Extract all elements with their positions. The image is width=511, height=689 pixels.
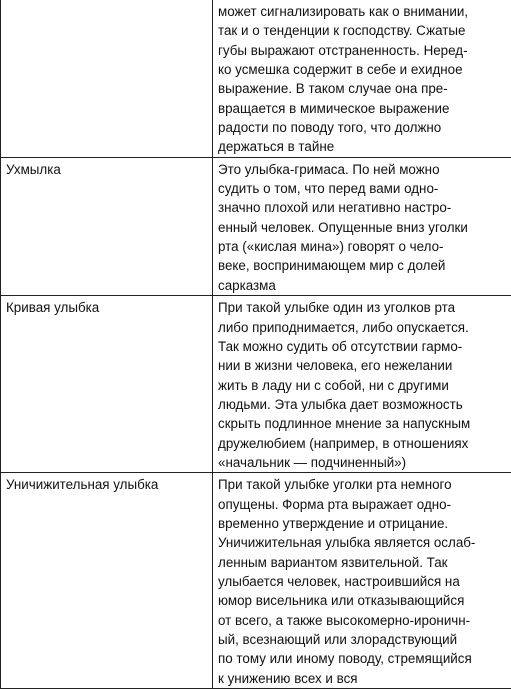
description-line: радости по поводу того, что должно — [218, 118, 507, 137]
description-line: держаться в тайне — [218, 137, 507, 156]
description-line: ленным вариантом язвительной. Так — [218, 553, 507, 572]
term-cell — [1, 296, 213, 473]
description-line: нии в жизни человека, его нежелании — [218, 356, 507, 375]
description-cell — [213, 473, 511, 689]
description-line: губы выражают отстраненность. Неред- — [218, 41, 507, 60]
term-label: Ухмылка — [6, 160, 208, 179]
term-label: Кривая улыбка — [6, 298, 208, 317]
description-line: улыбается человек, настроившийся на — [218, 572, 507, 591]
description-line: вращается в мимическое выражение — [218, 99, 507, 118]
description-line: При такой улыбке уголки рта немного — [218, 475, 507, 494]
description-line: значно плохой или негативно настро- — [218, 198, 507, 217]
description-line: енный человек. Опущенные вниз уголки — [218, 218, 507, 237]
description-line: дружелюбием (например, в отношениях — [218, 434, 507, 453]
description-line: Так можно судить об отсутствии гармо- — [218, 337, 507, 356]
description-line: Это улыбка-гримаса. По ней можно — [218, 160, 507, 179]
description-line: жить в ладу ни с собой, ни с другими — [218, 376, 507, 395]
term-label: Уничижительная улыбка — [6, 475, 208, 494]
term-cell — [1, 0, 213, 157]
description-line: юмор висельника или отказывающийся — [218, 591, 507, 610]
description-cell — [213, 296, 511, 473]
description-line: к унижению всех и вся — [218, 669, 507, 688]
description-line: либо приподнимается, либо опускается. — [218, 318, 507, 337]
description-line: опущены. Форма рта выражает одно- — [218, 495, 507, 514]
table-row — [1, 473, 511, 689]
description-line: от всего, а также высокомерно-ироничн- — [218, 611, 507, 630]
description-line: так и о тенденции к господству. Сжатые — [218, 21, 507, 40]
description-line: «начальник — подчиненный») — [218, 453, 507, 472]
description-line: по тому или иному поводу, стремящийся — [218, 649, 507, 668]
description-line: ый, всезнающий или злорадствующий — [218, 630, 507, 649]
description-line: скрыть подлинное мнение за напускным — [218, 414, 507, 433]
description-line: людьми. Эта улыбка дает возможность — [218, 395, 507, 414]
description-cell — [213, 157, 511, 295]
description-line: веке, воспринимающем мир с долей — [218, 256, 507, 275]
description-line: выражение. В таком случае она пре- — [218, 79, 507, 98]
description-line: Уничижительная улыбка является ослаб- — [218, 533, 507, 552]
description-line: сарказма — [218, 276, 507, 295]
term-cell — [1, 157, 213, 295]
description-line: При такой улыбке один из уголков рта — [218, 298, 507, 317]
table-row — [1, 296, 511, 473]
description-line: может сигнализировать как о внимании, — [218, 2, 507, 21]
table-row — [1, 0, 511, 157]
description-line: ко усмешка содержит в себе и exидное — [218, 60, 507, 79]
description-cell — [213, 0, 511, 157]
description-line: временно утверждение и отрицание. — [218, 514, 507, 533]
table-row — [1, 157, 511, 295]
description-line: судить о том, что перед вами одно- — [218, 179, 507, 198]
description-line: рта («кислая мина») говорят о чело- — [218, 237, 507, 256]
term-cell — [1, 473, 213, 689]
